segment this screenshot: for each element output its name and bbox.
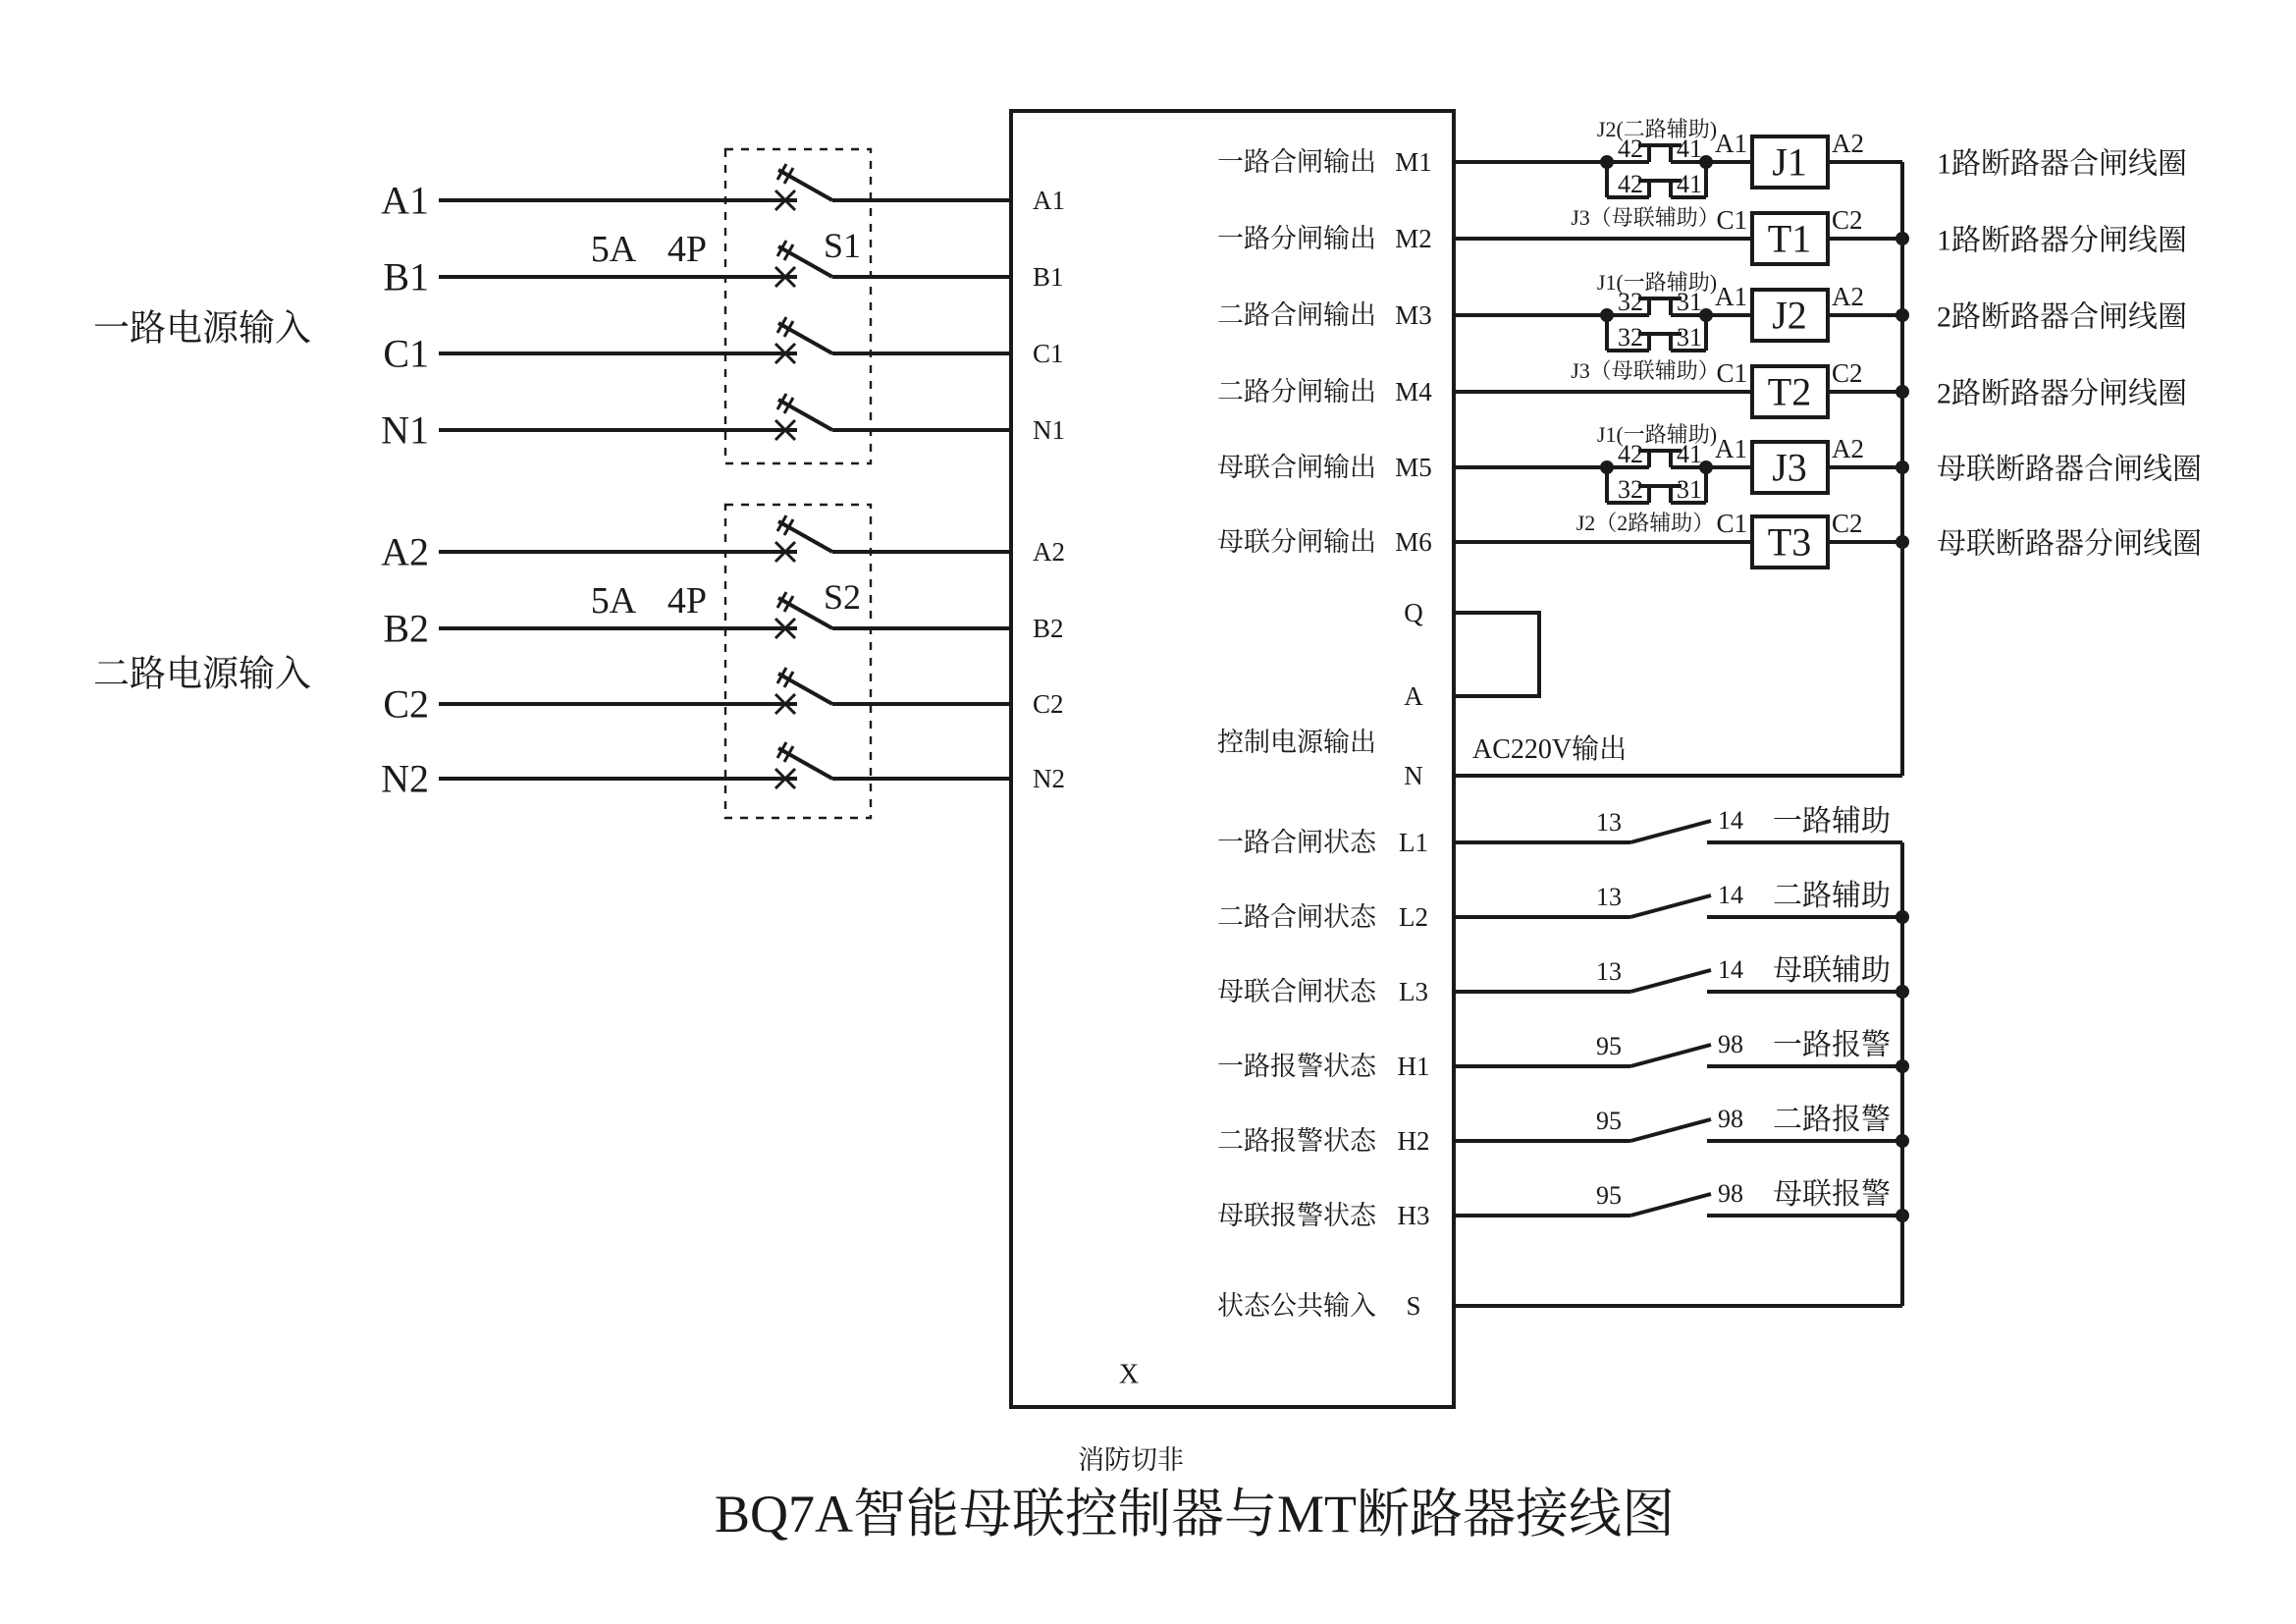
power-input-group-1 xyxy=(93,149,1011,463)
row-terminal: M6 xyxy=(1395,527,1432,557)
row-terminal: H3 xyxy=(1397,1201,1430,1230)
status-desc: 二路报警 xyxy=(1773,1104,1891,1136)
coil-desc: 母联断路器分闸线圈 xyxy=(1937,527,2202,561)
coil-name: J2 xyxy=(1772,293,1807,338)
row-terminal: L1 xyxy=(1399,828,1428,857)
contact-pin: 41 xyxy=(1677,170,1702,198)
coil-out-pin: A2 xyxy=(1832,434,1864,463)
power-input-group-2 xyxy=(93,505,1011,818)
coil-desc: 2路断路器合闸线圈 xyxy=(1937,300,2187,334)
group1-line-label-a1: A1 xyxy=(381,178,429,223)
ctrl-term-a1: A1 xyxy=(1033,186,1065,215)
coil-name: T3 xyxy=(1767,519,1812,565)
diagram-title: BQ7A智能母联控制器与MT断路器接线图 xyxy=(714,1485,1676,1543)
contact-pin: 98 xyxy=(1718,1030,1743,1058)
status-desc: 母联报警 xyxy=(1773,1178,1891,1211)
ctrl-term-b1: B1 xyxy=(1033,262,1064,292)
terminal-q: Q xyxy=(1404,598,1423,627)
row-label: 二路报警状态 xyxy=(1217,1126,1376,1156)
contact-pin: 41 xyxy=(1677,135,1702,163)
coil-in-pin: A1 xyxy=(1715,282,1747,311)
terminal-n: N xyxy=(1404,761,1423,790)
coil-in-pin: C1 xyxy=(1716,205,1747,235)
ac220v-output-label: AC220V输出 xyxy=(1472,734,1628,765)
group1-line-label-b1: B1 xyxy=(383,254,429,299)
contact-pin: 31 xyxy=(1677,288,1702,316)
contact-pin: 14 xyxy=(1718,806,1743,835)
coil-in-pin: A1 xyxy=(1715,129,1747,158)
contact-pin: 32 xyxy=(1618,475,1643,504)
row-terminal: L2 xyxy=(1399,902,1428,932)
contact-pin: 42 xyxy=(1618,135,1643,163)
coil-desc: 1路断路器合闸线圈 xyxy=(1937,147,2187,181)
fire-terminal-x: X xyxy=(1118,1359,1140,1390)
row-label: 母联合闸输出 xyxy=(1217,453,1376,482)
coil-out-pin: A2 xyxy=(1832,282,1864,311)
row-label: 二路分闸输出 xyxy=(1217,377,1376,406)
control-power-label: 控制电源输出 xyxy=(1217,728,1376,757)
coil-out-pin: C2 xyxy=(1832,509,1863,538)
coil-in-pin: A1 xyxy=(1715,434,1747,463)
ctrl-term-c2: C2 xyxy=(1033,689,1064,719)
row-terminal: M3 xyxy=(1395,300,1432,330)
contact-pin: 42 xyxy=(1618,170,1643,198)
group2-line-label-b2: B2 xyxy=(383,606,429,651)
row-label: 一路合闸状态 xyxy=(1217,828,1376,857)
group1-switch-name: S1 xyxy=(823,226,862,265)
group2-label: 二路电源输入 xyxy=(93,654,311,695)
row-terminal: H1 xyxy=(1397,1052,1430,1081)
aux-contact-block xyxy=(1454,298,1752,351)
group2-line-label-n2: N2 xyxy=(381,756,429,801)
contact-pin: 32 xyxy=(1618,288,1643,316)
coil-name: J1 xyxy=(1772,139,1807,185)
status-desc: 母联辅助 xyxy=(1773,954,1891,987)
contact-pin: 98 xyxy=(1718,1179,1743,1208)
qa-connector-box xyxy=(1454,613,1539,696)
coil-desc: 1路断路器分闸线圈 xyxy=(1937,224,2187,257)
contact-pin: 13 xyxy=(1596,808,1622,837)
group2-line-label-a2: A2 xyxy=(381,529,429,574)
group1-pole-count: 4P xyxy=(667,229,708,270)
row-label: 一路分闸输出 xyxy=(1217,224,1376,253)
coil-name: T1 xyxy=(1767,216,1812,261)
row-label: 母联分闸输出 xyxy=(1217,527,1376,557)
row-label: 母联报警状态 xyxy=(1217,1201,1376,1230)
contact-top-label: J2(二路辅助) xyxy=(1596,117,1718,141)
row-label: 母联合闸状态 xyxy=(1217,977,1376,1006)
row-label: 一路合闸输出 xyxy=(1217,147,1376,177)
contact-pin: 42 xyxy=(1618,440,1643,468)
row-terminal: M1 xyxy=(1395,147,1432,177)
group2-pole-count: 4P xyxy=(667,580,708,622)
switch-s1-boundary xyxy=(725,149,871,463)
contact-top-label: J1(一路辅助) xyxy=(1596,422,1718,447)
coil-name: J3 xyxy=(1772,445,1807,490)
fire-cutoff-label: 消防切非 xyxy=(1078,1445,1184,1475)
row-label: 一路报警状态 xyxy=(1217,1052,1376,1081)
status-desc: 二路辅助 xyxy=(1773,880,1891,912)
row-terminal: M2 xyxy=(1395,224,1432,253)
contact-pin: 31 xyxy=(1677,323,1702,352)
row-terminal: L3 xyxy=(1399,977,1428,1006)
row-terminal: M5 xyxy=(1395,453,1432,482)
contact-bottom-label: J2（2路辅助） xyxy=(1575,511,1715,535)
group2-switch-name: S2 xyxy=(823,577,862,617)
coil-out-pin: C2 xyxy=(1832,358,1863,388)
status-desc: 一路辅助 xyxy=(1773,805,1891,838)
contact-pin: 13 xyxy=(1596,957,1622,986)
coil-out-pin: A2 xyxy=(1832,129,1864,158)
row-terminal: M4 xyxy=(1395,377,1432,406)
ctrl-term-n2: N2 xyxy=(1033,764,1065,793)
row-terminal: S xyxy=(1406,1291,1421,1321)
group1-label: 一路电源输入 xyxy=(93,308,311,350)
coil-in-pin: C1 xyxy=(1716,358,1747,388)
terminal-a: A xyxy=(1404,681,1423,711)
group2-line-label-c2: C2 xyxy=(383,681,429,727)
aux-contact-block xyxy=(1454,145,1752,197)
coil-in-pin: C1 xyxy=(1716,509,1747,538)
contact-pin: 98 xyxy=(1718,1105,1743,1133)
coil-name: T2 xyxy=(1767,369,1812,414)
row-label: 二路合闸输出 xyxy=(1217,300,1376,330)
group1-line-label-n1: N1 xyxy=(381,407,429,453)
coil-desc: 母联断路器合闸线圈 xyxy=(1937,453,2202,486)
contact-pin: 31 xyxy=(1677,475,1702,504)
knife-switch xyxy=(439,668,1011,714)
knife-switch xyxy=(439,742,1011,788)
coil-out-pin: C2 xyxy=(1832,205,1863,235)
contact-bottom-label: J3（母联辅助） xyxy=(1571,205,1720,230)
contact-pin: 95 xyxy=(1596,1181,1622,1210)
ctrl-term-c1: C1 xyxy=(1033,339,1064,368)
contact-bottom-label: J3（母联辅助） xyxy=(1571,358,1720,383)
ctrl-term-n1: N1 xyxy=(1033,415,1065,445)
row-terminal: H2 xyxy=(1397,1126,1430,1156)
group1-fuse-rating: 5A xyxy=(590,229,637,270)
contact-top-label: J1(一路辅助) xyxy=(1596,270,1718,295)
group2-fuse-rating: 5A xyxy=(590,580,637,622)
coil-desc: 2路断路器分闸线圈 xyxy=(1937,377,2187,410)
contact-pin: 41 xyxy=(1677,440,1702,468)
contact-pin: 13 xyxy=(1596,883,1622,911)
aux-contact-block xyxy=(1454,451,1752,503)
ctrl-term-b2: B2 xyxy=(1033,614,1064,643)
status-desc: 一路报警 xyxy=(1773,1029,1891,1061)
ctrl-term-a2: A2 xyxy=(1033,537,1065,567)
contact-pin: 14 xyxy=(1718,955,1743,984)
row-label: 状态公共输入 xyxy=(1217,1291,1376,1321)
contact-pin: 32 xyxy=(1618,323,1643,352)
row-label: 二路合闸状态 xyxy=(1217,902,1376,932)
contact-pin: 95 xyxy=(1596,1032,1622,1060)
contact-pin: 14 xyxy=(1718,881,1743,909)
contact-pin: 95 xyxy=(1596,1107,1622,1135)
group1-line-label-c1: C1 xyxy=(383,331,429,376)
status-common-row xyxy=(1217,1291,1902,1321)
